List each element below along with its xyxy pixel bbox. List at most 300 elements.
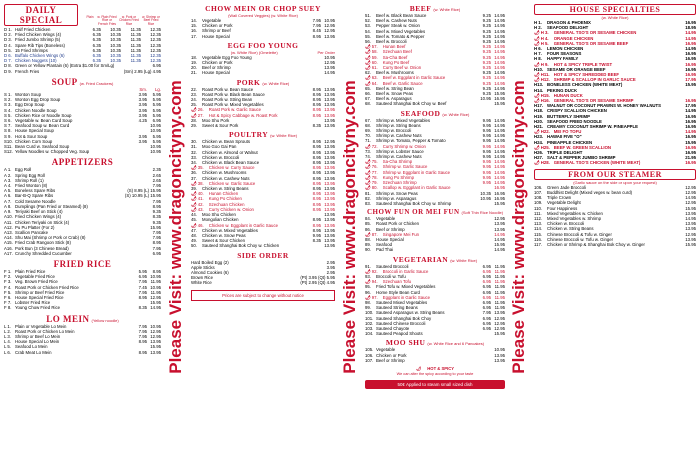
item-name: Seafood Lo Mein — [15, 344, 48, 350]
item-code: F 6. — [4, 294, 12, 300]
item-price-small: 9.25 — [482, 28, 491, 34]
item-price-a: 10.35 — [110, 32, 121, 38]
item-name: Teriyaki Beef on Stick (4) — [15, 209, 63, 215]
item-price: 12.95 — [324, 60, 335, 66]
item-price: 16.95 — [685, 66, 696, 72]
item-name: Shrimp w. Garlic Sauce — [382, 164, 428, 170]
item-code: A 5. — [4, 188, 12, 194]
item-name: Fried Tofu w. Mixed Vegetables — [376, 284, 436, 290]
item-name: Beef or Shrimp — [202, 65, 231, 71]
chili-icon: 🌶 — [365, 80, 371, 86]
item-code: 100. — [365, 310, 374, 316]
item-price: 13.95 — [685, 210, 696, 216]
item-price-small: 6.95 — [482, 315, 491, 321]
item-price-large: 12.95 — [150, 333, 161, 339]
item-price-large: 13.95 — [324, 144, 335, 150]
item-name: Chicken w. Curry Sauce — [208, 165, 255, 171]
item-code: 99. — [365, 305, 371, 311]
item-name: Fried Crab Rangoon Stick (8) — [15, 240, 71, 246]
item-price-large: 14.95 — [494, 169, 505, 175]
item-name: Pad Thai — [376, 247, 394, 253]
item-price: 2.65 — [152, 172, 161, 178]
item-name: Pepper Steak w. Onion — [376, 23, 420, 29]
item-price-large: 10.95 — [324, 18, 335, 23]
side-order-list — [191, 260, 335, 286]
item-name: SALT & PEPPER JUMBO SHRIMP — [547, 155, 616, 161]
item-code: 80. — [371, 185, 378, 191]
item-code: H28. — [540, 160, 550, 166]
item-name: SEAFOOD DELIGHT — [547, 25, 589, 31]
item-code: D 5. — [4, 47, 12, 53]
item-name: Sauteed Shanghai Bok Choy w. Beef — [376, 101, 447, 107]
item-code: D 2. — [4, 32, 12, 38]
item-name: Shrimp w. Eggplant in Garlic Sauce — [382, 169, 451, 175]
item-name: Chicken or Shrimp & Shanghai Bok Choy w. Ginger — [547, 241, 645, 247]
item-code: H 4. — [540, 35, 549, 41]
item-price-small — [477, 247, 491, 252]
item-code: 68. — [365, 101, 371, 107]
item-name: Sa-Cha Beef — [382, 54, 408, 60]
item-code: 67. — [365, 117, 371, 123]
item-price-large: 10.95 — [150, 323, 161, 329]
item-price-small: 6.95 — [482, 263, 491, 269]
item-price-small: 9.95 — [482, 159, 491, 165]
item-code: 66. — [365, 91, 371, 97]
item-name: Szechuan Chicken — [208, 201, 245, 207]
item-name: Curry Shrimp w. Onion — [382, 143, 426, 149]
house-specialties-title: HOUSE SPECIALTIES — [534, 4, 696, 15]
item-name: Hot & Spicy Cabbage w. Roast Pork — [208, 112, 278, 118]
item-price-b: 11.35 — [130, 53, 141, 59]
item-code: 101. — [365, 315, 374, 321]
item-name: Scallop w. Eggplant in Garlic Sauce — [382, 185, 451, 191]
item-price-small: 9.25 — [482, 80, 491, 86]
item-price-large: 12.95 — [494, 216, 505, 222]
item-price-large: 12.95 — [324, 23, 335, 29]
item-code: H 9. — [540, 61, 549, 67]
item-name: Chicken Noodle Soup — [15, 107, 57, 113]
item-name: Kung Po Chicken — [208, 196, 242, 202]
item-price: 14.95 — [685, 46, 696, 52]
daily-special-item — [4, 69, 161, 74]
item-price-large: 10.95 — [150, 284, 161, 290]
chow-fun-item — [365, 247, 505, 252]
chili-icon: 🌶 — [365, 180, 371, 186]
item-name: CRISPY SCALLION CHICKEN — [547, 108, 607, 114]
item-price: 7.95 — [152, 235, 161, 241]
item-code: A14. — [4, 235, 13, 241]
item-name: BONELESS CHICKEN (WHITE MEAT) — [547, 82, 623, 88]
item-price-large: 12.95 — [324, 28, 335, 34]
poultry-item — [191, 243, 335, 248]
item-price-small: 8.95 — [312, 33, 321, 39]
item-name: Shrimp w. Tomato, Pepper & Tomato — [376, 138, 446, 144]
item-name: Beef w. Garlic Sauce — [382, 80, 423, 86]
item-code: 39. — [191, 186, 197, 192]
item-code: 104. — [365, 331, 374, 337]
seafood-title: SEAFOOD — [400, 108, 441, 118]
item-code: 76. — [371, 164, 378, 170]
item-code: H20. — [534, 118, 544, 124]
vegetarian-list — [365, 264, 505, 337]
item-name: SESAME OR ORANGE BEEF — [547, 66, 606, 72]
item-price-small: 9.25 — [482, 33, 491, 39]
item-price-small: 6.95 — [482, 325, 491, 331]
item-name: Seafood Soup w. Bean Curd — [15, 123, 70, 129]
item-code: H 7. — [534, 51, 542, 57]
item-price: 14.95 — [685, 195, 696, 201]
moo-shu-subtitle: (w. White Rice and 6 Pancakes) — [427, 341, 485, 347]
item-name: Beef w. Mixed Vegetables — [376, 28, 426, 34]
item-price-large: 14.95 — [494, 39, 505, 45]
item-price-a: 10.35 — [110, 47, 121, 53]
item-price: 14.95 — [685, 35, 696, 41]
item-price-c: 12.35 — [150, 58, 161, 64]
item-code: S 1. — [4, 92, 12, 98]
item-code: 16. — [191, 28, 197, 34]
item-name: Shrimp w. Asparagus — [376, 195, 417, 201]
item-name: Beef w. Eggplant in Garlic Sauce — [382, 75, 446, 81]
item-code: 54. — [365, 28, 371, 34]
item-code: D 7. — [4, 58, 12, 64]
item-name: Sauteed Chinese Broccoli — [376, 320, 426, 326]
item-code: A 8. — [4, 203, 12, 209]
vegetarian-title: VEGETARIAN — [392, 254, 449, 264]
item-name: Plain Fried Rice — [15, 268, 46, 274]
item-code: L 2. — [4, 328, 12, 334]
item-price-small: 8.95 — [312, 196, 321, 202]
item-name: Chicken or Pork — [202, 23, 233, 29]
item-price-large: 5.95 — [152, 133, 161, 139]
item-price-a: 10.35 — [110, 27, 121, 32]
item-price-large: 13.95 — [324, 154, 335, 160]
item-price: 8.35 — [152, 214, 161, 220]
item-price-large: 11.95 — [494, 289, 505, 295]
item-code: 92. — [371, 268, 378, 274]
website-banner-text: Please Visit: www.dragoncityny.com — [166, 79, 185, 374]
chili-icon: 🌶 — [534, 30, 540, 36]
chow-mein-item — [191, 34, 335, 39]
item-price: 9.35 — [152, 219, 161, 225]
item-code: 32. — [191, 149, 197, 155]
item-code: L 6. — [4, 349, 12, 355]
soup-title: SOUP — [51, 76, 78, 87]
soup-item — [4, 149, 161, 154]
item-name: Sauteed Shanghai Bok Choy — [376, 315, 432, 321]
item-code: 43. — [197, 206, 204, 212]
item-price: 6.95 — [152, 250, 161, 256]
item-code: 37. — [191, 175, 197, 181]
item-name: HOT & SPICY TRIPLE TWIST — [553, 61, 613, 67]
item-price-large: 14.95 — [494, 70, 505, 76]
item-price-plain: 6.35 — [92, 27, 101, 32]
item-price-small: 7.45 — [138, 284, 147, 290]
item-price-small: 8.95 — [312, 149, 321, 155]
item-price-small: 8.35 — [312, 238, 321, 244]
item-price-small: 9.25 — [482, 54, 491, 60]
item-name: Buddhist Delight (Mixed veges w. bean curd) — [547, 189, 633, 195]
item-code: 114. — [534, 226, 543, 232]
side-order-item — [191, 280, 335, 285]
item-price-large: 5.95 — [152, 138, 161, 144]
item-price-large: 15.95 — [494, 242, 505, 248]
item-price-large: 14.95 — [494, 164, 505, 170]
item-code: H 6. — [534, 46, 542, 52]
item-price: 2.95 — [326, 259, 335, 265]
item-name: WALNUT OR COCONUT PRAWNS W. HONEY WALNUTS — [547, 103, 662, 109]
chili-icon: 🌶 — [534, 98, 540, 104]
item-price-large: 14.95 — [494, 128, 505, 134]
item-price-small: 9.25 — [482, 23, 491, 29]
item-name: Egg Drop Soup — [15, 102, 45, 108]
item-name: Bar-B-Q Spare Ribs — [15, 193, 54, 199]
vegetarian-subtitle: (w. White Rice) — [450, 257, 478, 263]
item-price-large: 13.95 — [150, 339, 161, 345]
item-price: 2.65 — [152, 177, 161, 183]
item-price-large: 13.95 — [324, 227, 335, 233]
item-price-small: 8.95 — [312, 107, 321, 113]
steam-note: 50¢ Applied to steam small sized dish — [365, 380, 505, 389]
item-name: Plain or Vegetable Lo Mein — [15, 323, 67, 329]
item-price: 14.95 — [685, 215, 696, 221]
item-price-large: 14.95 — [494, 138, 505, 144]
item-code: 31. — [191, 144, 197, 150]
item-name: LEMON CHICKEN — [547, 46, 584, 52]
egg-foo-young-per-order: Per Order — [317, 49, 335, 55]
item-name: Spring Egg Roll — [15, 172, 45, 178]
item-price: (S) 10.95 (L) 15.95 — [124, 193, 161, 199]
item-name: Chicken w. Snow Peas — [202, 232, 246, 238]
item-code: 71. — [365, 138, 371, 144]
item-name: Sa-Cha Shrimp — [382, 159, 413, 165]
item-price-large: 13.95 — [324, 222, 335, 228]
moo-shu-title: MOO SHU — [385, 338, 426, 348]
item-code: 59. — [371, 54, 378, 60]
hot-spicy-label: HOT & SPICY — [427, 365, 455, 371]
item-price-large: 11.95 — [494, 273, 505, 279]
item-price-small — [477, 201, 491, 206]
item-price-large: 11.95 — [494, 305, 505, 311]
item-code: 78. — [371, 174, 378, 180]
item-name: Cold Sesame Noodle — [15, 198, 56, 204]
item-price-small: 6.95 — [482, 279, 491, 285]
item-name: MEI FO TOFU — [553, 129, 582, 135]
item-price: (Pt) 2.95 (Qt) 4.95 — [300, 280, 335, 286]
daily-special-title: DAILY SPECIAL — [4, 4, 78, 26]
item-price-large: 15.95 — [150, 344, 161, 350]
item-price-small: 9.95 — [482, 122, 491, 128]
item-price-large: 14.95 — [494, 18, 505, 24]
item-price-small — [307, 243, 321, 248]
item-name: White Rice — [191, 280, 212, 286]
chili-icon: 🌶 — [534, 61, 540, 67]
item-name: Shrimp w. Broccoli — [376, 128, 412, 134]
chili-icon: 🌶 — [365, 75, 371, 81]
item-price-small: 8.45 — [312, 28, 321, 34]
item-price: 16.95 — [685, 72, 696, 78]
house-specialties-list — [534, 20, 696, 166]
chili-icon: 🌶 — [191, 201, 197, 207]
item-code: A 9. — [4, 209, 12, 215]
item-code: 106. — [534, 184, 543, 190]
chow-fun-subtitle: (Soft Thin Rice Noodle) — [461, 210, 504, 216]
item-price-large: 13.95 — [324, 238, 335, 244]
item-name: Roast Pork or Chicken Fried Rice — [15, 284, 79, 290]
item-price-large: 13.95 — [494, 352, 505, 358]
item-name: Shrimp w. String Beans — [376, 122, 421, 128]
item-price-large: 15.95 — [494, 91, 505, 97]
item-name: Broccoli in Garlic Sauce — [382, 268, 429, 274]
item-price-large: 14.95 — [494, 143, 505, 149]
item-price: 14.95 — [685, 108, 696, 114]
item-name: Wonton Soup — [15, 92, 41, 98]
item-name: Beef w. Mushrooms — [376, 70, 414, 76]
item-name: BUTTERFLY SHRIMP — [547, 113, 590, 119]
item-code: A 6. — [4, 193, 12, 199]
item-price-large: 14.95 — [494, 80, 505, 86]
website-banner-2 — [337, 4, 363, 449]
item-price: 7.95 — [152, 198, 161, 204]
item-code: 42. — [197, 201, 204, 207]
item-price-large: 10.95 — [150, 144, 161, 150]
item-price-large: 14.95 — [494, 122, 505, 128]
item-code: 117. — [534, 241, 543, 247]
item-price-small: 6.95 — [482, 320, 491, 326]
item-code: 70. — [365, 133, 371, 139]
item-price-large: 14.95 — [494, 174, 505, 180]
item-name: Vegetable Egg Foo Young — [202, 54, 252, 60]
item-price-large: 13.95 — [324, 206, 335, 212]
item-price-small: 9.25 — [482, 91, 491, 97]
item-price-small: 6.95 — [482, 305, 491, 311]
item-price-large: 13.95 — [324, 191, 335, 197]
item-name: TRIPLE DELIGHT — [547, 150, 583, 156]
item-price-large: 13.95 — [324, 112, 335, 118]
appetizer-item — [4, 251, 161, 256]
item-code: 109. — [534, 200, 543, 206]
item-price-small: 10.95 — [480, 195, 491, 201]
item-name: Roast Pork w. Garlic Sauce — [208, 107, 262, 113]
item-price-small: 6.95 — [482, 268, 491, 274]
item-code: 86. — [365, 226, 371, 232]
item-code: 47. — [191, 227, 197, 233]
item-price-large: 13.95 — [324, 175, 335, 181]
item-name: French Fries — [15, 68, 40, 74]
chili-icon: 🌶 — [365, 159, 371, 165]
item-code: S11. — [4, 144, 13, 150]
item-price-large: 10.95 — [150, 274, 161, 280]
item-name: Green Jade Broccoli — [547, 184, 586, 190]
item-code: 85. — [365, 221, 371, 227]
item-price-large: 13.95 — [324, 107, 335, 113]
item-price: 7.95 — [152, 245, 161, 251]
item-code: 93. — [365, 273, 371, 279]
website-banner-text: Please Visit: www.dragoncityny.com — [340, 79, 359, 374]
pork-title: PORK — [236, 77, 261, 87]
item-code: S 7. — [4, 123, 12, 129]
item-name: HOT & SPICY SHREDDED BEEF — [553, 72, 620, 78]
item-price-large: 14.95 — [150, 305, 161, 311]
chili-icon: 🌶 — [534, 144, 540, 150]
appetizers-list — [4, 167, 161, 255]
item-code: 22. — [191, 86, 197, 92]
item-price-large: 13.95 — [494, 310, 505, 316]
item-price-large: 14.95 — [494, 59, 505, 65]
chili-icon: 🌶 — [534, 72, 540, 78]
item-name: Shrimp or Beef — [202, 28, 231, 34]
item-code: 35. — [197, 165, 204, 171]
item-code: 107. — [365, 357, 374, 363]
item-price-c: 12.35 — [150, 42, 161, 48]
item-name: Pu Pu Platter (For 2) — [15, 224, 55, 230]
item-price-small: 9.95 — [482, 128, 491, 134]
item-name: Roast Pork or Chicken Lo Mein — [15, 328, 75, 334]
item-name: Egg Roll — [15, 167, 32, 173]
item-code: H22. — [540, 129, 550, 135]
item-price-b: 11.35 — [130, 27, 141, 32]
item-code: S 6. — [4, 118, 12, 124]
item-price-a: 10.35 — [110, 58, 121, 64]
item-name: Chicken Nuggets (10) — [15, 58, 57, 64]
item-name: House Special Lo Mein — [15, 339, 60, 345]
item-code: S 3. — [4, 102, 12, 108]
item-price-large: 16.95 — [494, 195, 505, 201]
item-name: Boneless Spare Ribs — [15, 188, 56, 194]
item-name: Scallion Pancake — [15, 229, 48, 235]
item-name: House Special — [376, 236, 404, 242]
item-price-large: 14.95 — [494, 13, 505, 18]
house-specialties-subtitle: (w. White Rice) — [601, 15, 629, 20]
item-price-small: 8.35 — [312, 123, 321, 129]
item-name: HAWAII FIVE "O" — [547, 134, 582, 140]
item-price-small: 7.95 — [312, 23, 321, 29]
item-code: H23. — [534, 134, 544, 140]
item-code: A 7. — [4, 198, 12, 204]
item-name: FOUR SEASONS — [547, 51, 582, 57]
item-name: Kung Po Shrimp — [382, 174, 415, 180]
item-price-small: 8.95 — [312, 112, 321, 118]
item-name: Beef w. Broccoli — [376, 39, 407, 45]
item-price: 18.95 — [685, 25, 696, 31]
item-name: Beef w. String Bean — [376, 85, 414, 91]
item-name: Vegetable w. Bean Curd Soup — [15, 118, 73, 124]
item-price-small: 9.95 — [482, 154, 491, 160]
item-name: Brown Rice — [191, 275, 213, 281]
item-price-large: 11.95 — [150, 279, 161, 285]
item-code: D 1. — [4, 27, 12, 32]
item-price-small: 8.95 — [312, 206, 321, 212]
chili-icon: 🌶 — [365, 174, 371, 180]
item-price-small: 3.95 — [138, 92, 147, 98]
pork-subtitle: (w. White Rice) — [262, 80, 290, 86]
item-code: 90. — [365, 247, 371, 253]
item-price: 12.95 — [685, 189, 696, 195]
chili-icon: 🌶 — [534, 92, 540, 98]
item-price-large: 14.95 — [494, 247, 505, 253]
item-price-large: 15.95 — [494, 101, 505, 107]
item-price-large: 12.95 — [494, 320, 505, 326]
item-code: 113. — [534, 221, 543, 227]
item-price: 7.95 — [152, 183, 161, 189]
steamer-list — [534, 185, 696, 247]
item-code: 57. — [371, 44, 378, 50]
item-name: Sauteed Broccoli — [376, 263, 409, 269]
item-name: Broccoli w. Tofu — [376, 273, 406, 279]
item-price: 15.95 — [685, 139, 696, 145]
item-code: 97. — [371, 294, 378, 300]
item-code: 15. — [191, 23, 197, 29]
item-name: 15 Fried Shrimps — [15, 47, 48, 53]
